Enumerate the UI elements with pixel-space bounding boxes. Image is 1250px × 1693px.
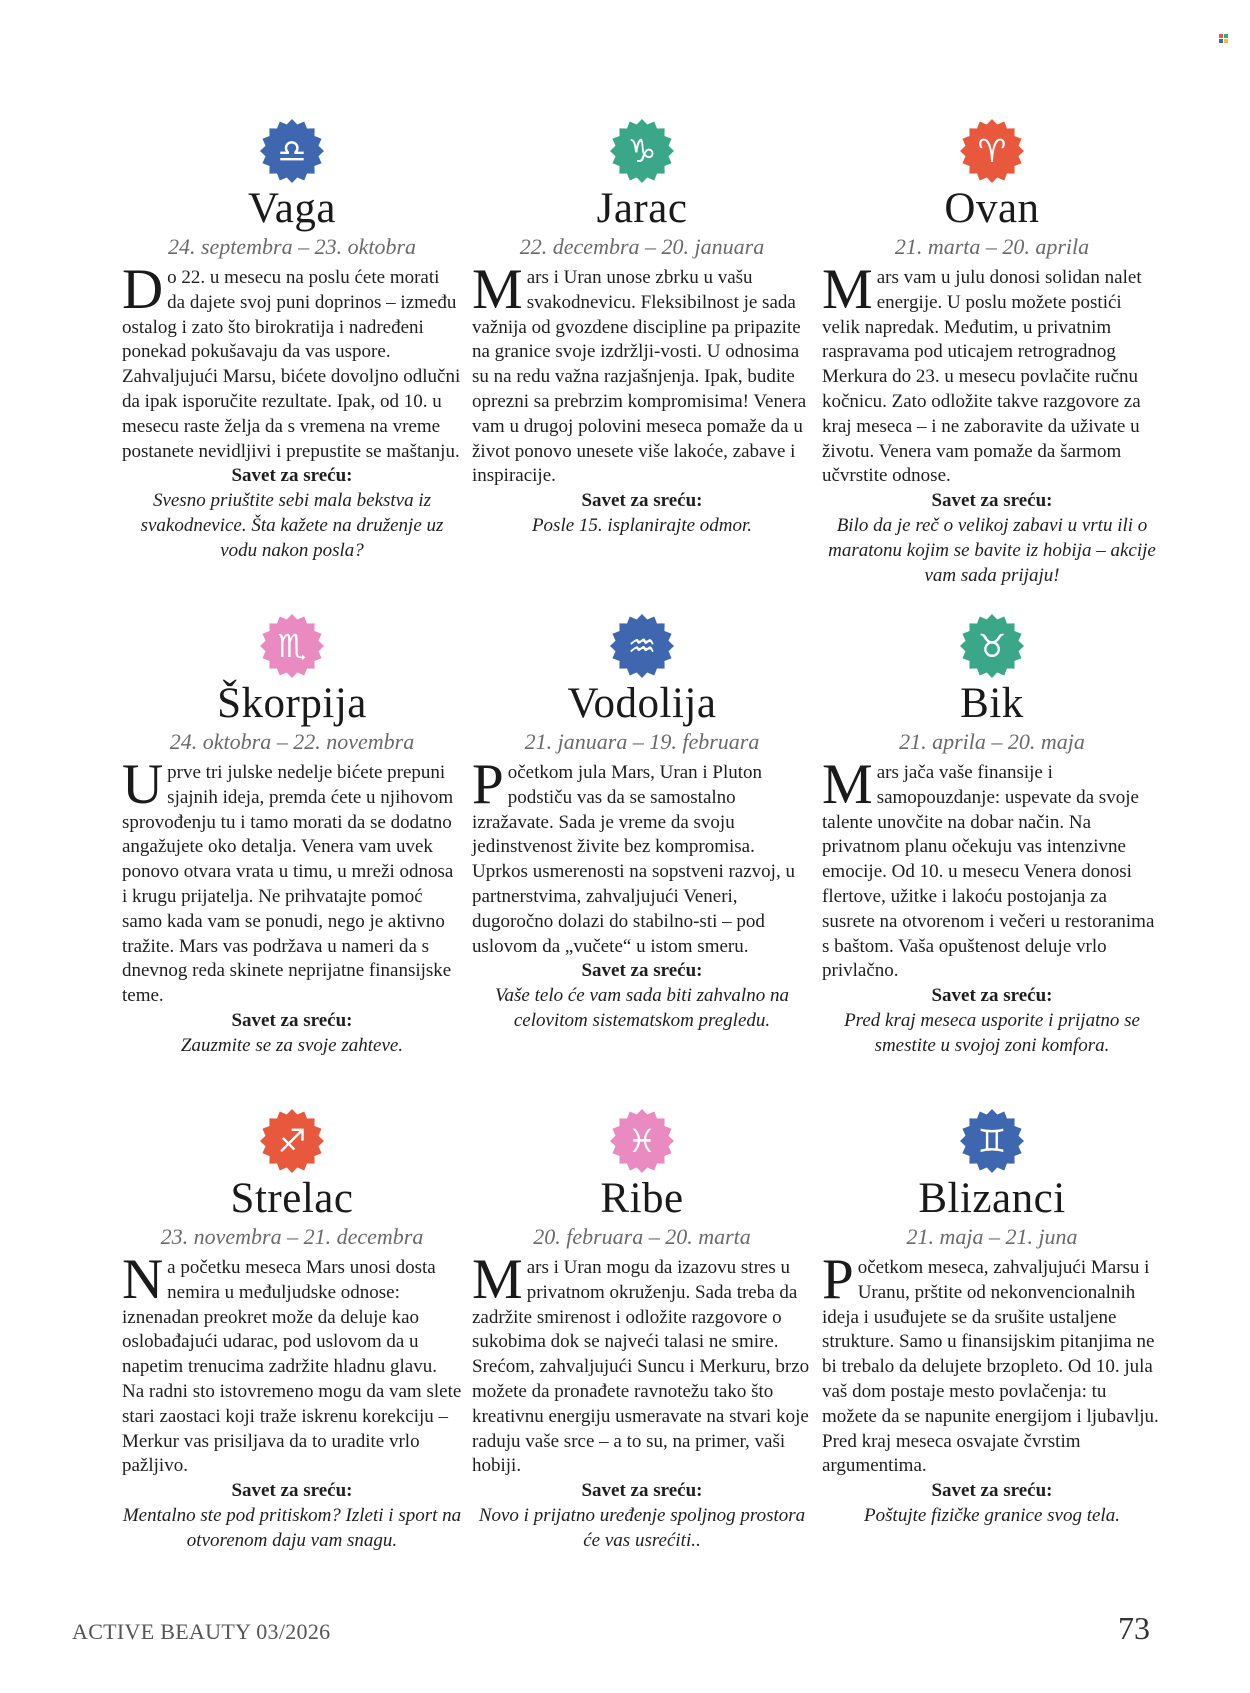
drop-cap: M	[822, 753, 873, 816]
tip-label: Savet za sreću:	[581, 490, 703, 512]
sign-name: Bik	[960, 680, 1024, 727]
sign-card	[467, 613, 817, 1108]
sign-text-body: ars jača vaše finansije i samopouzdanje: uspevate da svoje talente unovčite na dobar način. Na privatnom planu očekuju vas intenzivne emocije. Od 10. u mesecu Venera donosi flertove, užitke i lakoću postojanja za susrete na otvorenom i večeri u restoranima s baštom. Vaša opuštenost deluje vrlo privlačno.	[822, 762, 1155, 982]
drop-cap: N	[122, 1248, 164, 1311]
drop-cap: U	[122, 753, 164, 816]
tip-label: Savet za sreću:	[931, 985, 1053, 1007]
sign-text-body: očetkom meseca, zahvaljujući Marsu i Uranu, prštite od nekonvencionalnih ideja i usuđujete se da srušite ustaljene strukture. Samo u finansijskim pitanjima ne bi trebalo da delujete brzopleto. Od 10. jula vaš dom postaje mesto povlačenja: tu možete da se napunite energijom i ljubavlju. Pred kraj meseca osvajate čvrstim argumentima.	[822, 1257, 1159, 1477]
zodiac-glyph: ♈	[977, 132, 1007, 170]
drop-cap: M	[472, 258, 523, 321]
tip-text: Mentalno ste pod pritiskom? Izleti i sport na otvorenom daju vam snagu.	[122, 1504, 462, 1551]
zodiac-glyph: ♉	[977, 627, 1007, 665]
zodiac-glyph: ♒	[627, 627, 657, 665]
zodiac-glyph: ♊	[977, 1122, 1007, 1160]
sign-text	[122, 258, 462, 464]
tip-text: Novo i prijatno uređenje spoljnog prostora će vas usrećiti..	[478, 1504, 806, 1551]
sign-dates: 21. marta – 20. aprila	[894, 234, 1090, 259]
pisces-icon	[609, 1108, 675, 1174]
tip-text: Svesno priuštite sebi mala bekstva iz svakodnevice. Šta kažete na druženje uz vodu nakon posla?	[140, 490, 444, 561]
sign-card	[817, 1108, 1167, 1608]
sign-name: Ovan	[944, 185, 1040, 232]
zodiac-glyph: ♎	[277, 132, 307, 170]
tip-text: Posle 15. isplanirajte odmor.	[531, 514, 753, 536]
tip-text: Poštujte fizičke granice svog tela.	[864, 1504, 1120, 1526]
tip-label: Savet za sreću:	[581, 1480, 703, 1502]
sign-text	[472, 258, 812, 489]
sign-card	[817, 613, 1167, 1108]
sign-card	[467, 1108, 817, 1608]
scorpio-icon	[259, 613, 325, 679]
capricorn-icon	[609, 118, 675, 184]
magazine-issue: ACTIVE BEAUTY 03/2026	[72, 1619, 331, 1644]
sagittarius-icon	[259, 1108, 325, 1174]
sign-name: Vodolija	[567, 680, 717, 727]
page-number: 73	[1118, 1610, 1150, 1646]
sign-card	[467, 118, 817, 613]
sign-dates: 22. decembra – 20. januara	[519, 234, 765, 259]
sign-text	[472, 753, 812, 959]
sign-text	[122, 1248, 462, 1479]
horoscope-grid	[117, 118, 1167, 1608]
sign-text-body: o 22. u mesecu na poslu ćete morati da dajete svoj puni doprinos – između ostalog i zato što birokratija i nadređeni ponekad pokušavaju da vas uspore. Zahvaljujući Marsu, bićete dovoljno odlučni da ipak isporučite rezultate. Ipak, od 10. u mesecu raste želja da s vremena na vreme postanete nevidljivi i prepustite se maštanju.	[122, 267, 461, 462]
sign-name: Blizanci	[918, 1175, 1066, 1222]
sign-text	[822, 258, 1162, 489]
drop-cap: D	[122, 258, 164, 321]
drop-cap: M	[472, 1248, 523, 1311]
sign-name: Vaga	[248, 185, 336, 232]
tip-label: Savet za sreću:	[231, 1480, 353, 1502]
sign-text	[822, 753, 1162, 984]
sign-text	[122, 753, 462, 1009]
zodiac-glyph: ♐	[277, 1122, 307, 1160]
drop-cap: M	[822, 258, 873, 321]
sign-text-body: ars i Uran unose zbrku u vašu svakodnevicu. Fleksibilnost je sada važnija od gvozdene discipline pa pripazite na granice svoje izdržlji-vosti. U odnosima su na redu važna razjašnjenja. Ipak, budite oprezni sa prebrzim kompromisima! Venera vam u drugoj polovini meseca pomaže da u život ponovo unesete više lakoće, zabave i inspiracije.	[472, 267, 807, 487]
drop-cap: P	[472, 753, 504, 816]
tip-text: Zauzmite se za svoje zahteve.	[180, 1034, 404, 1056]
sign-name: Škorpija	[217, 680, 367, 727]
sign-text-body: a početku meseca Mars unosi dosta nemira u međuljudske odnose: iznenadan preokret može da deluje kao oslobađajući udarac, pod uslovom da u napetim trenucima zadržite hladnu glavu. Na radni sto istovremeno mogu da vam slete stari zaostaci koji traže iskrenu korekciju – Merkur vas prisiljava da to uradite vrlo pažljivo.	[122, 1257, 462, 1477]
tip-label: Savet za sreću:	[231, 1009, 353, 1031]
taurus-icon	[959, 613, 1025, 679]
sign-card	[817, 118, 1167, 613]
tip-text: Vaše telo će vam sada biti zahvalno na celovitom sistematskom pregledu.	[495, 985, 789, 1031]
sign-text	[472, 1248, 812, 1479]
aquarius-icon	[609, 613, 675, 679]
corner-color-mark	[1219, 34, 1228, 43]
sign-card	[117, 118, 467, 613]
aries-icon	[959, 118, 1025, 184]
sign-dates: 24. oktobra – 22. novembra	[169, 729, 415, 754]
libra-icon	[259, 118, 325, 184]
sign-card	[117, 613, 467, 1108]
sign-text-body: očetkom jula Mars, Uran i Pluton podstiču vas da se samostalno izražavate. Sada je vreme da svoju jedinstvenost živite bez kompromisa. Uprkos usmerenosti na sopstveni razvoj, u partnerstvima, zahvaljujući Veneri, dugoročno dolazi do stabilno-sti – pod uslovom da „vučete“ u istom smeru.	[472, 762, 795, 957]
tip-text: Pred kraj meseca usporite i prijatno se smestite u svojoj zoni komfora.	[844, 1009, 1140, 1056]
sign-text-body: prve tri julske nedelje bićete prepuni sjajnih ideja, premda ćete u njihovom sprovođenju tu i tamo morati da se dodatno angažujete oko detalja. Venera vam uvek ponovo otvara vrata u timu, u mreži odnosa i krugu prijatelja. Ne prihvatajte pomoć samo kada vam se ponudi, nego je aktivno tražite. Mars vas podržava u nameri da s dnevnog reda skinete neprijatne finansijske teme.	[122, 762, 454, 1007]
sign-dates: 24. septembra – 23. oktobra	[167, 234, 417, 259]
sign-dates: 23. novembra – 21. decembra	[160, 1224, 424, 1249]
drop-cap: P	[822, 1248, 854, 1311]
tip-label: Savet za sreću:	[581, 960, 703, 982]
tip-label: Savet za sreću:	[231, 465, 353, 487]
sign-name: Jarac	[596, 185, 688, 232]
sign-text-body: ars vam u julu donosi solidan nalet energije. U poslu možete postići velik napredak. Međutim, u privatnim raspravama pod uticajem retrogradnog Merkura do 23. u mesecu povlačite ručnu kočnicu. Zato odložite takve razgovore za kraj meseca – i ne zaboravite da uživate u životu. Venera vam pomaže da šarmom učvrstite odnose.	[822, 267, 1142, 487]
tip-label: Savet za sreću:	[931, 1480, 1053, 1502]
zodiac-glyph: ♏	[277, 627, 307, 665]
sign-text-body: ars i Uran mogu da izazovu stres u privatnom okruženju. Sada treba da zadržite smirenost i odložite razgovore o sukobima dok se najveći talasi ne smire. Srećom, zahvaljujući Suncu i Merkuru, brzo možete da pronađete ravnotežu tako što kreativnu energiju usmeravate na stvari koje raduju vaše srce – a to su, na primer, vaši hobiji.	[472, 1257, 810, 1477]
tip-text: Bilo da je reč o velikoj zabavi u vrtu ili o maratonu kojim se bavite iz hobija – akcije vam sada prijaju!	[828, 514, 1156, 586]
sign-dates: 21. aprila – 20. maja	[899, 729, 1085, 754]
sign-dates: 21. januara – 19. februara	[524, 729, 760, 754]
zodiac-glyph: ♑	[627, 132, 657, 170]
gemini-icon	[959, 1108, 1025, 1174]
tip-label: Savet za sreću:	[931, 490, 1053, 512]
zodiac-glyph: ♓	[627, 1122, 657, 1160]
sign-card	[117, 1108, 467, 1608]
sign-text	[822, 1248, 1162, 1479]
sign-name: Strelac	[230, 1175, 354, 1222]
sign-name: Ribe	[600, 1175, 684, 1222]
sign-dates: 21. maja – 21. juna	[906, 1224, 1078, 1249]
sign-dates: 20. februara – 20. marta	[533, 1224, 751, 1249]
